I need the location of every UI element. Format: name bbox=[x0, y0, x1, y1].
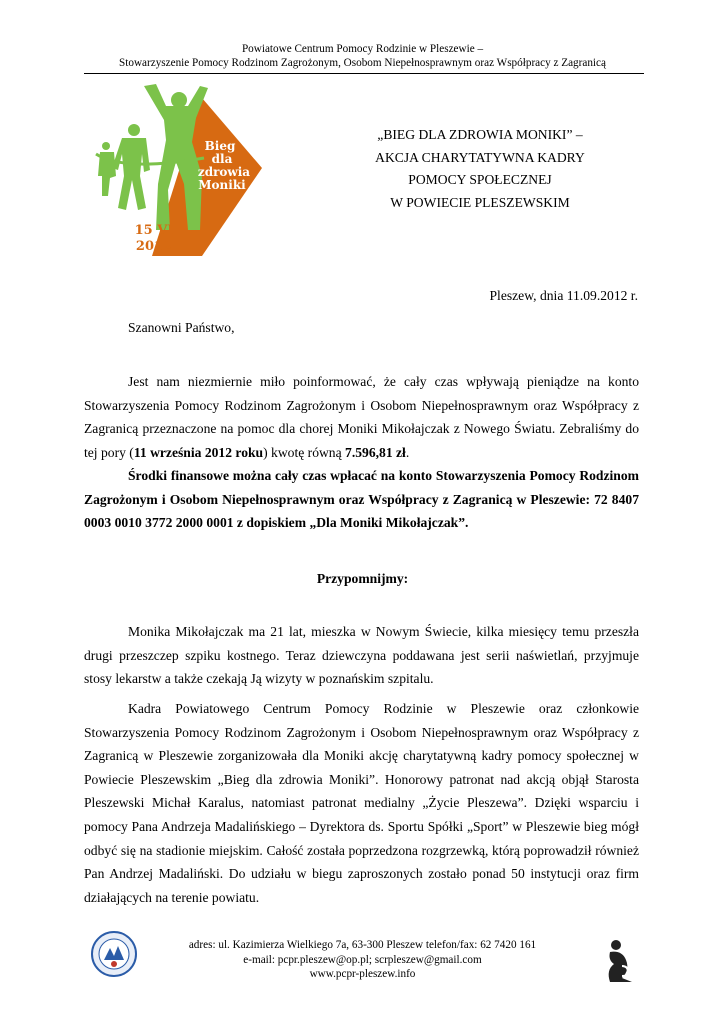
logo-text-2: dla bbox=[211, 152, 233, 166]
title-line-3: POMOCY SPOŁECZNEJ bbox=[408, 172, 552, 187]
paragraph-2-text: Środki finansowe można cały czas wpłacać na konto Stowarzyszenia Pomocy Rodzinom Zagrożonym i Osobom Niepełnosprawnym oraz Współpracy z Zagranicą w Pleszewie: 72 8407 0003 0010 3772 2000 0001 z dopiskiem „Dla Moniki Mikołajczak”. bbox=[84, 468, 639, 531]
title-line-2: AKCJA CHARYTATYWNA KADRY bbox=[375, 149, 585, 165]
paragraph-1-a: Jest nam niezmiernie miło poinformować, że cały czas wpływają pieniądze na konto Stowarzyszenia Pomocy Rodzinom Zagrożonym i Osobom Niepełnosprawnym oraz Współpracy z Zagranicą przeznaczone na pomoc dla chorej Moniki Mikołajczak z Nowego Światu. Zebraliśmy do tej pory ( bbox=[84, 374, 639, 460]
paragraph-3 bbox=[84, 620, 639, 691]
footer-address: adres: ul. Kazimierza Wielkiego 7a, 63-300 Pleszew telefon/fax: 62 7420 161 bbox=[188, 939, 537, 951]
paragraph-1 bbox=[84, 370, 639, 464]
paragraph-1-c: ) kwotę równą bbox=[263, 444, 346, 460]
letterhead-line-2: Stowarzyszenie Pomocy Rodzinom Zagrożonym, Osobom Niepełnosprawnym oraz Współpracy z Zagranicą bbox=[119, 57, 606, 69]
bieg-dla-zdrowia-moniki-logo bbox=[84, 80, 284, 258]
title-line-4: W POWIECIE PLESZEWSKIM bbox=[390, 194, 570, 210]
footer-website: www.pcpr-pleszew.info bbox=[309, 968, 416, 980]
paragraph-1-date: 11 września 2012 roku bbox=[133, 444, 264, 460]
logo-date-1: 15 VI bbox=[134, 223, 174, 238]
paragraph-4-text: Kadra Powiatowego Centrum Pomocy Rodzinie w Pleszewie oraz członkowie Stowarzyszenia Pomocy Rodzinom Zagrożonym i Osobom Niepełnosprawnym oraz Współpracy z Zagranicą w Pleszewie zorganizowała dla Moniki akcję charytatywną kadry pomocy społecznej w Powiecie Pleszewskim „Bieg dla zdrowia Moniki”. Honorowy patronat nad akcją objął Starosta Pleszewski Michał Karalus, natomiast patronat medialny „Życie Pleszewa”. Dzięki wsparciu i pomocy Pana Andrzeja Madalińskiego – Dyrektora ds. Sportu Spółki „Sport” w Pleszewie bieg mógł odbyć się na stadionie miejskim. Całość została poprzedzona rozgrzewką, którą poprowadził również Pan Andrzej Madaliński. Do udziału w biegu zaproszonych zostało ponad 50 instytucji oraz firm działających na terenie powiatu. bbox=[84, 701, 639, 905]
letterhead bbox=[0, 42, 725, 70]
paragraph-1-amount: 7.596,81 zł bbox=[345, 444, 406, 460]
paragraph-2-bank-account bbox=[84, 464, 639, 535]
greeting: Szanowni Państwo, bbox=[128, 320, 235, 335]
section-heading: Przypomnijmy: bbox=[316, 571, 409, 586]
paragraph-4 bbox=[84, 697, 639, 909]
header-divider bbox=[84, 73, 644, 74]
footer bbox=[0, 938, 725, 982]
footer-email: e-mail: pcpr.pleszew@op.pl; scrpleszew@gmail.com bbox=[243, 953, 482, 966]
logo-text-4: Moniki bbox=[198, 178, 246, 192]
logo-runners bbox=[98, 84, 208, 230]
date-line: Pleszew, dnia 11.09.2012 r. bbox=[489, 288, 638, 303]
logo-text-3: zdrowia bbox=[197, 165, 251, 179]
paragraph-3-text: Monika Mikołajczak ma 21 lat, mieszka w Nowym Świecie, kilka miesięcy temu przeszła drugi przeszczep szpiku kostnego. Teraz dziewczyna poddawana jest serii naświetlań, przyjmuje stosy lekarstw a także czekają Ją wizyty w poznańskim szpitalu. bbox=[84, 624, 639, 687]
letterhead-line-1: Powiatowe Centrum Pomocy Rodzinie w Pleszewie – bbox=[241, 43, 484, 55]
logo-date-2: 2012 bbox=[135, 239, 173, 254]
logo-text-1: Bieg bbox=[204, 139, 236, 153]
paragraph-1-e: . bbox=[405, 444, 410, 460]
title-line-1: „BIEG DLA ZDROWIA MONIKI” – bbox=[377, 127, 583, 142]
document-title bbox=[300, 124, 660, 214]
